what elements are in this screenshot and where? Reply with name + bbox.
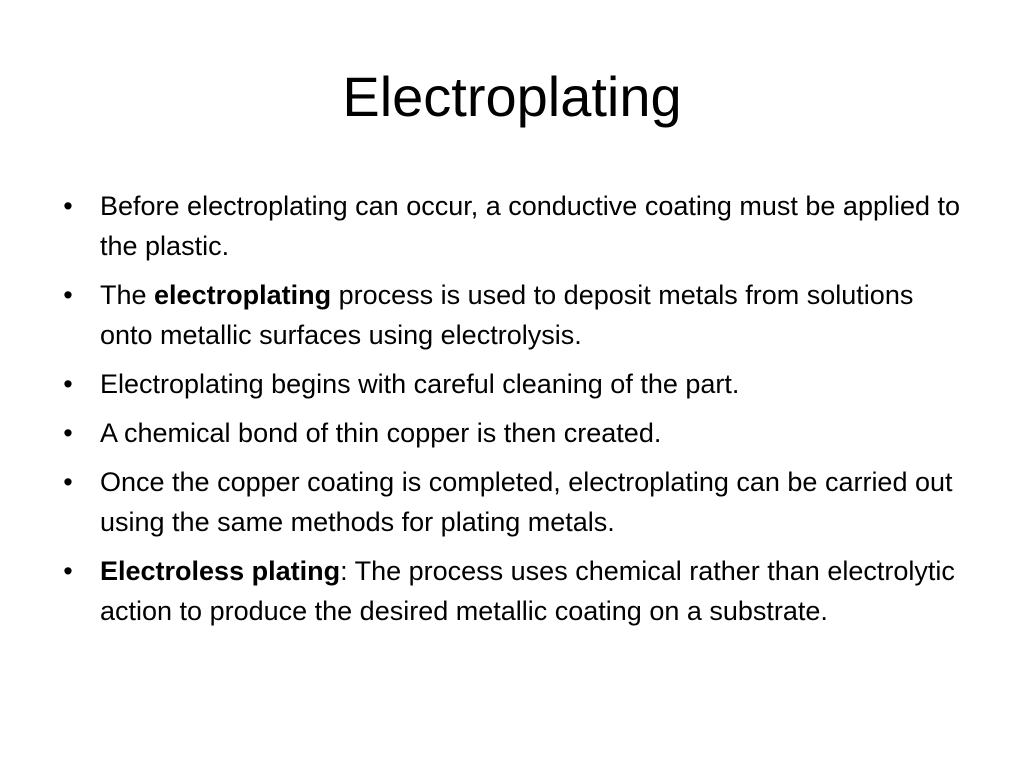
bullet-text: Electroplating begins with careful cleaning of the part. [100,369,740,399]
bullet-text: A chemical bond of thin copper is then created. [100,418,662,448]
bullet-icon: • [63,467,73,497]
bullet-item [56,413,971,453]
bullet-text-suffix: process is used to deposit metals from solutions onto metallic surfaces using electrolysis. [100,280,914,350]
bullet-text: Before electroplating can occur, a conductive coating must be applied to the plastic. [100,191,961,261]
bullet-item [56,275,971,355]
bullet-item [56,364,971,404]
bullet-item [56,462,971,542]
bullet-bold-term: electroplating [154,280,332,310]
bullet-text: Once the copper coating is completed, electroplating can be carried out using the same methods for plating metals. [100,467,953,537]
bullet-item [56,186,971,266]
bullet-text-prefix: The [100,280,155,310]
bullet-icon: • [63,556,73,586]
bullet-item [56,551,971,631]
bullet-text-suffix: : The process uses chemical rather than electrolytic action to produce the desired metallic coating on a substrate. [100,556,955,626]
bullet-list [56,186,971,640]
bullet-icon: • [63,280,73,310]
bullet-icon: • [63,418,73,448]
slide-title: Electroplating [342,65,682,128]
bullet-bold-term: Electroless plating [100,556,341,586]
bullet-icon: • [63,369,73,399]
bullet-icon: • [63,191,73,221]
